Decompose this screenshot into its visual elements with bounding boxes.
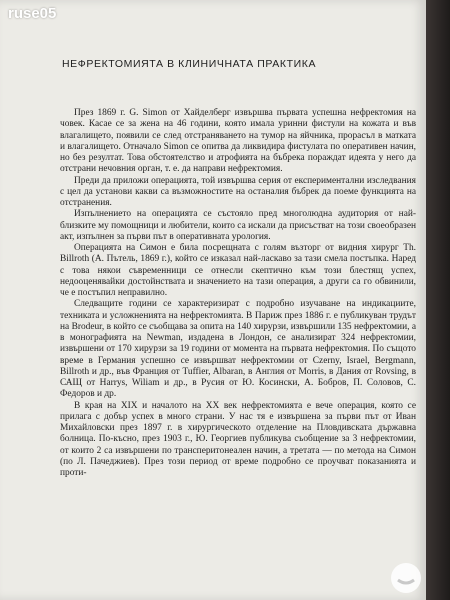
book-cover-edge (426, 0, 450, 600)
paragraph: Преди да приложи операцията, той извършва серия от експериментални изследвания с цел да установи какви са възможностите на останалия бъбрек да поеме функцията на отстранения. (60, 175, 416, 208)
paragraph: Операцията на Симон е била посрещната с голям възторг от видния хирург Th. Billroth (А. Пътель, 1869 г.), който се изказал най-ласкаво за тази смела постъпка. Наред с това някои съвременници се отнесли скептично към този блестящ успех, недооценявайки достойнствата и значението на тази операция, а други са го обвинили, че е постъпил неправилно. (60, 243, 416, 298)
paragraph: В края на XIX и началото на XX век нефректомията е вече операция, която се прилага с добър успех в много страни. У нас тя е извършена за първи път от Иван Михайловски през 1897 г. в хирургическото отделение на Пловдивската държавна болница. По-късно, през 1903 г., Ю. Георгиев публикува съобщение за 3 нефректомии, от които 2 са извършени по трансперитонеален начин, а третата — по метода на Симон (по Л. Пачеджиев). През този период от време подробно се проучват показанията и проти- (60, 400, 416, 478)
paragraph: През 1869 г. G. Simon от Хайделберг извършва първата успешна нефректомия на човек. Касае се за жена на 46 години, която имала уринни фистули на кожата и във влагалището, появили се след отстраняването на тумор на яйчника, прорасъл в матката и влагалището. Отначало Simon се опитва да ликвидира фистулата по оперативен начин, но без резултат. Това обстоятелство и атрофията на бъбрека пораждат идеята у него да отстрани нечовния орган, т. е. да направи нефректомия. (60, 108, 416, 175)
page-title: НЕФРЕКТОМИЯТА В КЛИНИЧНАТА ПРАКТИКА (62, 58, 317, 70)
store-badge-icon (362, 560, 422, 596)
body-text (60, 108, 416, 479)
paragraph: Следващите години се характеризират с подробно изучаване на индикациите, техниката и усложненията на нефректомията. В Париж през 1886 г. е публикуван трудът на Brodeur, в който се съобщава за опита на 140 хирурзи, извършили 135 нефректомии, а в монографията на Newman, издадена в Лондон, се анализират 324 нефректомии, извършени от 170 хирурзи за 19 години от момента на първата нефректомия. По същото време в Германия успешно се извършват нефректомии от Czerny, Israel, Bergmann, Billroth и др., във Франция от Tuffier, Albaran, в Англия от Morris, в Дания от Rovsing, в САЩ от Harrys, Wiliam и др., в Русия от Ю. Косински, А. Бобров, П. Соловов, С. Федоров и др. (60, 299, 416, 400)
paragraph: Изпълнението на операцията се състояло пред многолюдна аудитория от най-близките му помощници и любители, които са искали да присъстват на този своеобразен акт, изпълнен за първи път в оперативната урология. (60, 209, 416, 242)
watermark-logo: ruse05 (8, 5, 57, 22)
